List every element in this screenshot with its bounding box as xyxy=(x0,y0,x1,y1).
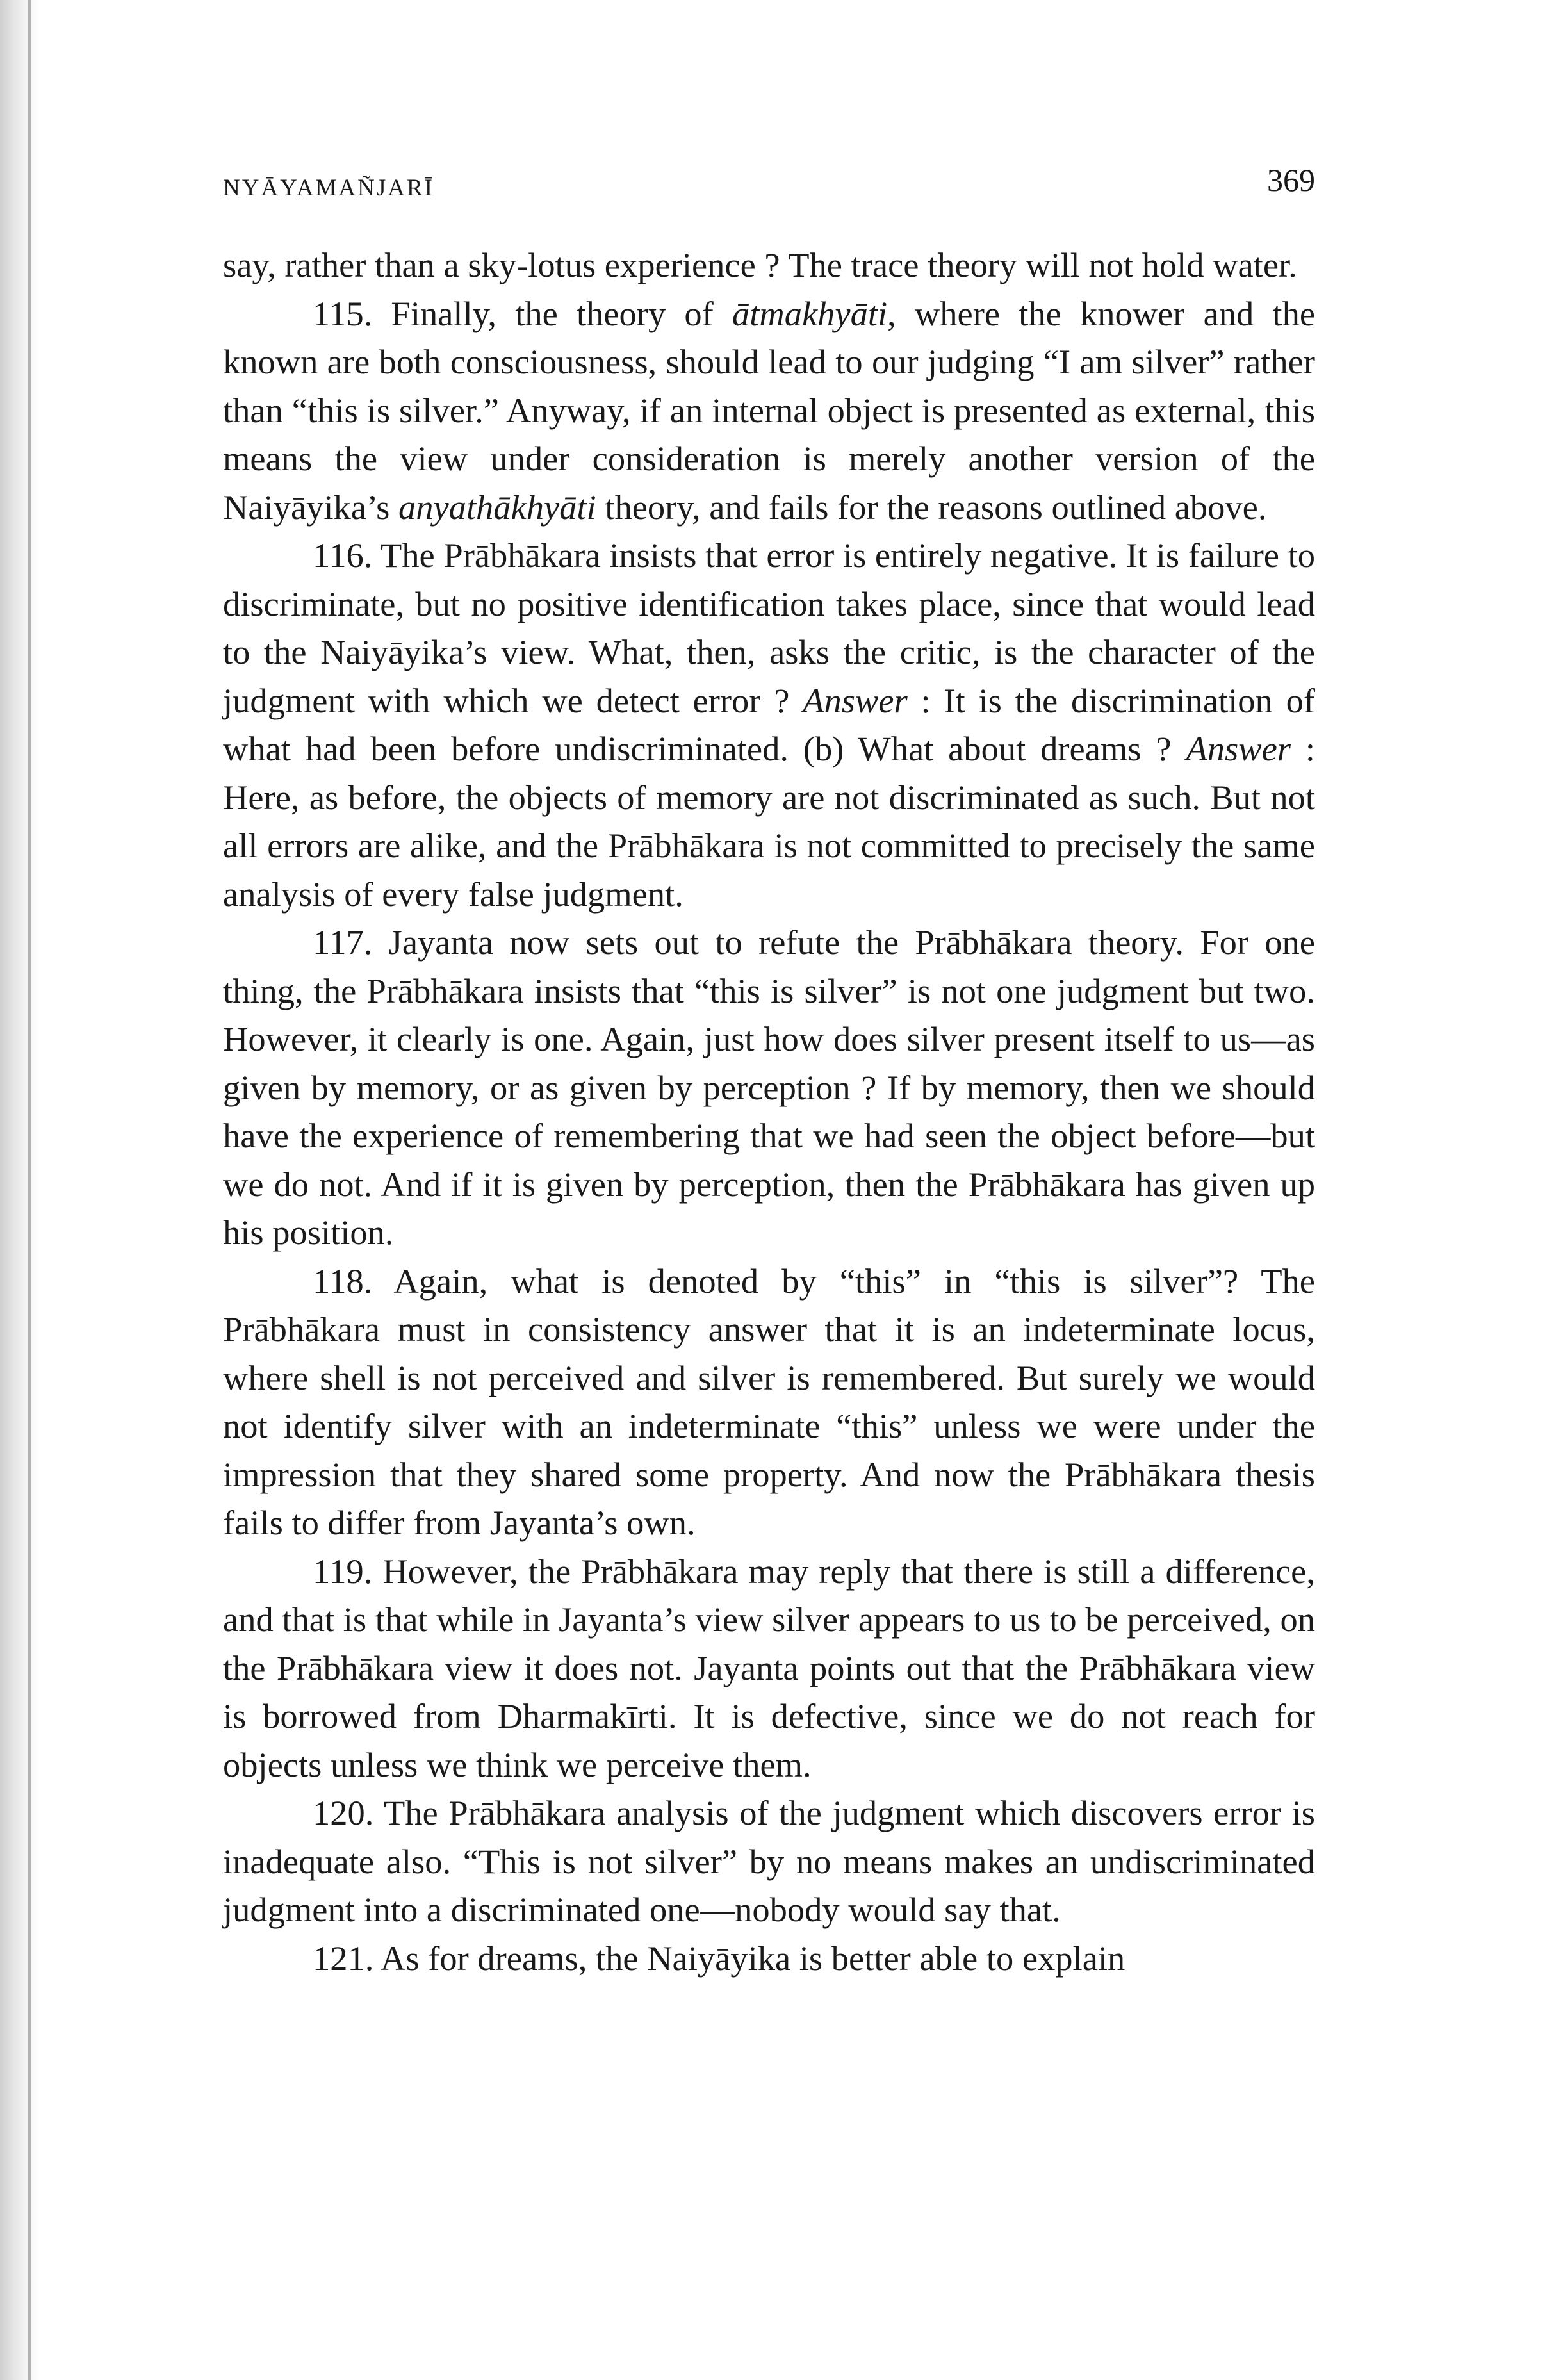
paragraph-number: 118. xyxy=(313,1261,373,1301)
italic-term: Answer xyxy=(1186,729,1291,768)
running-head xyxy=(223,147,1315,218)
page-number: 369 xyxy=(1267,162,1315,198)
paragraph-text: : It is the discrimination of what had been before undiscriminated. (b) What about dreams ? xyxy=(223,680,1315,768)
paragraph-text: As for dreams, the Naiyāyika is better able to explain xyxy=(381,1938,1125,1978)
book-page xyxy=(223,147,1315,1982)
paragraph xyxy=(223,918,1315,1257)
paragraph xyxy=(223,1789,1315,1934)
paragraph xyxy=(223,1257,1315,1547)
italic-term: anyathākhyāti xyxy=(398,487,596,527)
paragraph xyxy=(223,290,1315,532)
italic-term: ātmakhyāti xyxy=(732,293,888,333)
paragraph-number: 115. xyxy=(313,293,373,333)
paragraph-text: The Prābhākara insists that error is entirely negative. It is failure to discriminate, but no positive identification takes place, since that would lead to the Naiyāyika’s view. What, then, asks the critic, is the character of the judgment with which we detect error ? xyxy=(223,536,1316,720)
paragraph-text: , where the knower and the known are both consciousness, should lead to our judging “I am silver” rather than “this is silver.” Anyway, if an internal object is presented as external, this means the view under consideration is merely another version of the Naiyāyika’s xyxy=(223,293,1316,527)
paragraph-number: 121. xyxy=(313,1938,374,1978)
paragraph-number: 117. xyxy=(313,923,373,962)
paragraph xyxy=(223,241,1315,290)
body-text xyxy=(223,241,1315,1982)
paragraph-text: : Here, as before, the objects of memory are not discriminated as such. But not all errors are alike, and the Prābhākara is not committed to precisely the same analysis of every false judgment. xyxy=(223,729,1315,914)
paragraph-text: say, rather than a sky-lotus experience ? The trace theory will not hold water. xyxy=(223,245,1297,284)
paragraph-text: The Prābhākara analysis of the judgment which discovers error is inadequate also. “This is not silver” by no means makes an undiscriminated judgment into a discriminated one—nobody would say that. xyxy=(223,1793,1315,1929)
paragraph xyxy=(223,1934,1315,1983)
paragraph-text: Again, what is denoted by “this” in “this is silver”? The Prābhākara must in consistency answer that it is an indeterminate locus, where shell is not perceived and silver is remembered. But surely we would not identify silver with an indeterminate “this” unless we were under the impression that they shared some property. And now the Prābhākara thesis fails to differ from Jayanta’s own. xyxy=(223,1261,1315,1542)
paragraph-number: 119. xyxy=(313,1551,373,1591)
paragraph xyxy=(223,1547,1315,1789)
paragraph-text: Jayanta now sets out to refute the Prābhākara theory. For one thing, the Prābhākara insists that “this is silver” is not one judgment but two. However, it clearly is one. Again, just how does silver present itself to us—as given by memory, or as given by perception ? If by memory, then we should have the experience of remembering that we had seen the object before—but we do not. And if it is given by perception, then the Prābhākara has given up his position. xyxy=(223,923,1315,1252)
binding-shadow-line xyxy=(28,0,31,2380)
book-binding-edge xyxy=(0,0,40,2380)
paragraph-number: 116. xyxy=(313,536,373,575)
paragraph xyxy=(223,531,1315,918)
paragraph-text: However, the Prābhākara may reply that there is still a difference, and that is that while in Jayanta’s view silver appears to us to be perceived, on the Prābhākara view it does not. Jayanta points out that the Prābhākara view is borrowed from Dharmakīrti. It is defective, since we do not reach for objects unless we think we perceive them. xyxy=(223,1551,1315,1784)
running-title: NYĀYAMAÑJARĪ xyxy=(223,175,434,201)
italic-term: Answer xyxy=(803,680,908,720)
paragraph-number: 120. xyxy=(313,1793,374,1832)
paragraph-text: theory, and fails for the reasons outlined above. xyxy=(596,487,1267,527)
paragraph-text: Finally, the theory of xyxy=(391,293,732,333)
